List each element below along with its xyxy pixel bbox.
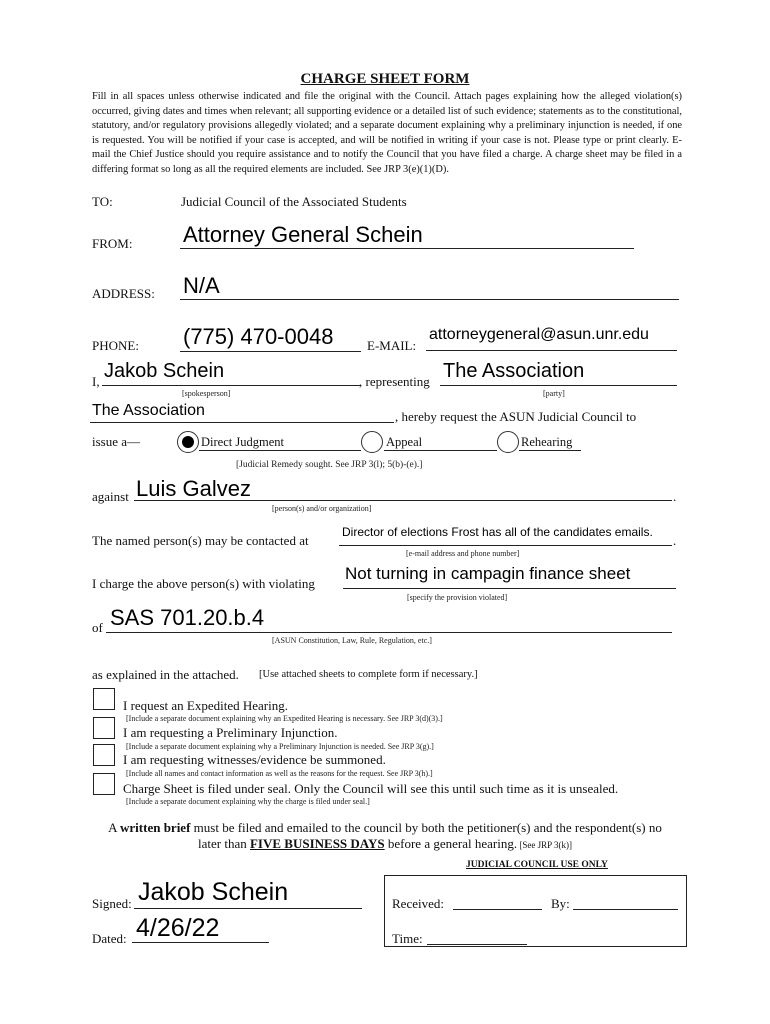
checkbox-preliminary-injunction-note: [Include a separate document explaining why a Preliminary Injunction is needed. See JRP 3(g).] [126,742,434,751]
checkbox-witnesses[interactable] [93,744,115,766]
dated-label: Dated: [92,931,127,946]
against-caption: [person(s) and/or organization] [272,504,372,513]
party-caption: [party] [543,389,565,398]
checkbox-expedited-hearing-note: [Include a separate document explaining why an Expedited Hearing is necessary. See JRP 3(d)(3).] [126,714,443,723]
violation-field[interactable]: Not turning in campagin finance sheet [345,564,631,583]
checkbox-under-seal-label: Charge Sheet is filed under seal. Only the Council will see this until such time as it is unsealed. [123,781,619,796]
contact-field[interactable]: Director of elections Frost has all of the candidates emails. [342,525,653,539]
radio-appeal[interactable] [361,431,383,453]
checkbox-witnesses-note: [Include all names and contact information as well as the reasons for the request. See JRP 3(h).] [126,769,433,778]
remedy-prefix: issue a— [92,434,141,449]
checkbox-preliminary-injunction[interactable] [93,717,115,739]
email-field[interactable]: attorneygeneral@asun.unr.edu [429,326,649,343]
option-rehearing-label: Rehearing [521,435,573,449]
option-appeal-label: Appeal [386,435,423,449]
signed-label: Signed: [92,896,132,911]
by-field[interactable] [573,909,678,910]
received-label: Received: [392,896,444,911]
checkbox-witnesses-label: I am requesting witnesses/evidence be summoned. [123,752,386,767]
option-direct-judgment-label: Direct Judgment [201,435,284,449]
signed-line [134,908,362,909]
brief-written-brief: written brief [120,820,191,835]
rehearing-line [519,450,581,451]
from-label: FROM: [92,236,133,251]
provision-prefix: of [92,620,103,635]
checkbox-preliminary-injunction-label: I am requesting a Preliminary Injunction. [123,725,338,740]
phone-field[interactable]: (775) 470-0048 [183,324,334,349]
received-field[interactable] [453,909,542,910]
contact-caption: [e-mail address and phone number] [406,549,520,558]
from-line [180,248,634,249]
brief-line-1 [0,820,770,836]
address-label: ADDRESS: [92,286,155,301]
signed-field[interactable]: Jakob Schein [138,878,289,906]
attached-note: [Use attached sheets to complete form if necessary.] [259,669,478,680]
party-line [440,385,677,386]
spokesperson-prefix: I, [92,374,100,389]
against-field[interactable]: Luis Galvez [136,476,251,501]
brief-text-before: before a general hearing. [384,836,518,851]
time-field[interactable] [427,944,527,945]
from-field[interactable]: Attorney General Schein [183,222,423,247]
party-prefix: , representing [359,374,430,389]
dated-line [132,942,269,943]
phone-label: PHONE: [92,338,139,353]
checkbox-expedited-hearing[interactable] [93,688,115,710]
violation-line [343,588,676,589]
radio-selected-dot [182,436,194,448]
brief-text-c: must be filed and emailed to the council by both the petitioner(s) and the respondent(s) no [190,820,662,835]
provision-line [106,632,672,633]
radio-rehearing[interactable] [497,431,519,453]
spokesperson-field[interactable]: Jakob Schein [104,360,225,382]
brief-line-2 [0,836,770,852]
to-label: TO: [92,194,113,209]
provision-caption: [ASUN Constitution, Law, Rule, Regulation, etc.] [272,636,432,645]
checkbox-expedited-hearing-label: I request an Expedited Hearing. [123,698,288,713]
form-title: CHARGE SHEET FORM [300,71,470,87]
party-field[interactable]: The Association [443,360,585,382]
brief-text-later: later than [198,836,250,851]
brief-text-a: A [108,820,121,835]
instructions-paragraph: Fill in all spaces unless otherwise indicated and file the original with the Council. Attach pages explaining how the alleged violation(s) occurred, giving dates and times when relevant; all supporting evidence or a detailed list of such evidence; statements as to the constitutional, statutory, and/or regulatory provisions allegedly violated; and a separate document explaining why a preliminary injunction is needed, if one is requested. You will be notified if your case is accepted, and will be notified in writing if your case is not. Please type or print clearly. E-mail the Chief Justice should you require assistance and to notify the Council that you have filed a charge. A charge sheet may be filed in a differing format so long as all the required elements are included. See JRP 3(e)(1)(D). [92,91,682,175]
violation-prefix: I charge the above person(s) with violating [92,576,315,591]
against-prefix: against [92,489,129,504]
dated-field[interactable]: 4/26/22 [136,914,220,942]
address-line [180,299,679,300]
phone-line [180,351,361,352]
address-field[interactable]: N/A [183,273,220,298]
brief-five-days: FIVE BUSINESS DAYS [249,836,385,851]
brief-jrp-ref: [See JRP 3(k)] [517,840,572,850]
violation-caption: [specify the provision violated] [407,593,508,602]
time-label: Time: [392,931,423,946]
checkbox-under-seal-note: [Include a separate document explaining why the charge is filed under seal.] [126,797,370,806]
direct-judgment-line [199,450,361,451]
email-line [426,350,677,351]
contact-line [339,545,672,546]
request-text: , hereby request the ASUN Judicial Council to [395,409,637,424]
by-label: By: [551,896,570,911]
request-line [90,422,394,423]
attached-text: as explained in the attached. [92,667,239,682]
request-party-field[interactable]: The Association [92,402,205,419]
contact-prefix: The named person(s) may be contacted at [92,533,309,548]
radio-direct-judgment[interactable] [177,431,199,453]
against-suffix: . [673,489,677,504]
spokesperson-line [102,385,361,386]
against-line [134,500,672,501]
to-value: Judicial Council of the Associated Students [181,194,407,209]
checkbox-under-seal[interactable] [93,773,115,795]
council-use-title: JUDICIAL COUNCIL USE ONLY [466,860,608,870]
appeal-line [384,450,497,451]
contact-suffix: . [673,533,677,548]
provision-field[interactable]: SAS 701.20.b.4 [110,605,265,630]
spokesperson-caption: [spokesperson] [182,389,231,398]
email-label: E-MAIL: [367,338,417,353]
remedy-caption: [Judicial Remedy sought. See JRP 3(l); 5(b)-(e).] [236,460,423,470]
